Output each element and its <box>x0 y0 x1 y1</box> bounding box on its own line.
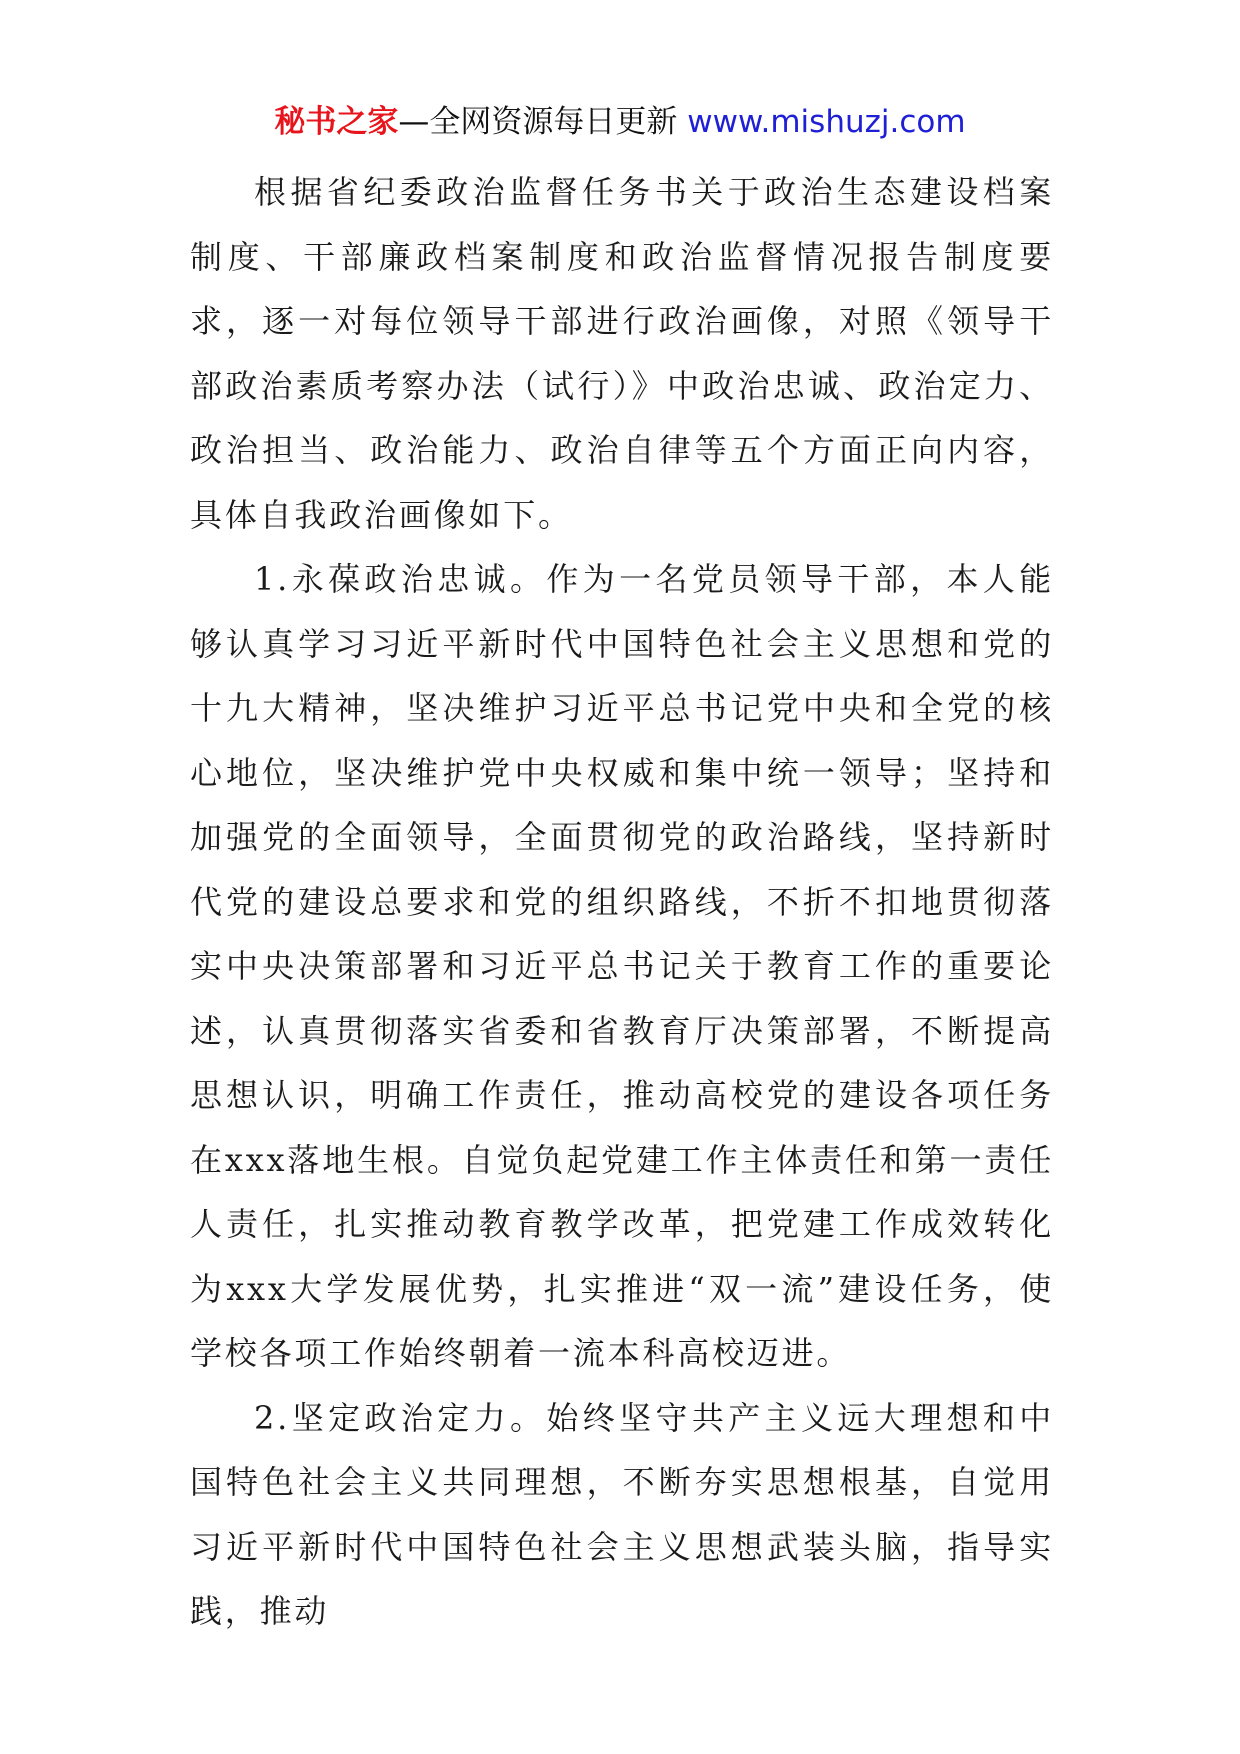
paragraph-political-loyalty: 1.永葆政治忠诚。作为一名党员领导干部，本人能够认真学习习近平新时代中国特色社会主义思想和党的十九大精神，坚决维护习近平总书记党中央和全党的核心地位，坚决维护党中央权威和集中统一领导；坚持和加强党的全面领导，全面贯彻党的政治路线，坚持新时代党的建设总要求和党的组织路线，不折不扣地贯彻落实中央决策部署和习近平总书记关于教育工作的重要论述，认真贯彻落实省委和省教育厅决策部署，不断提高思想认识，明确工作责任，推动高校党的建设各项任务在xxx落地生根。自觉负起党建工作主体责任和第一责任人责任，扎实推动教育教学改革，把党建工作成效转化为xxx大学发展优势，扎实推进“双一流”建设任务，使学校各项工作始终朝着一流本科高校迈进。 <box>190 560 1054 1372</box>
paragraph-political-determination: 2.坚定政治定力。始终坚守共产主义远大理想和中国特色社会主义共同理想，不断夯实思想根基，自觉用习近平新时代中国特色社会主义思想武装头脑，指导实践，推动 <box>190 1398 1054 1630</box>
header-tagline: —全网资源每日更新 <box>398 104 678 140</box>
website-url[interactable]: www.mishuzj.com <box>687 104 966 140</box>
document-body <box>190 160 1054 1644</box>
brand-name: 秘书之家 <box>274 104 399 140</box>
intro-paragraph: 根据省纪委政治监督任务书关于政治生态建设档案制度、干部廉政档案制度和政治监督情况报告制度要求，逐一对每位领导干部进行政治画像，对照《领导干部政治素质考察办法（试行）》中政治忠诚、政治定力、政治担当、政治能力、政治自律等五个方面正向内容，具体自我政治画像如下。 <box>190 173 1054 534</box>
page-header <box>0 100 1240 144</box>
